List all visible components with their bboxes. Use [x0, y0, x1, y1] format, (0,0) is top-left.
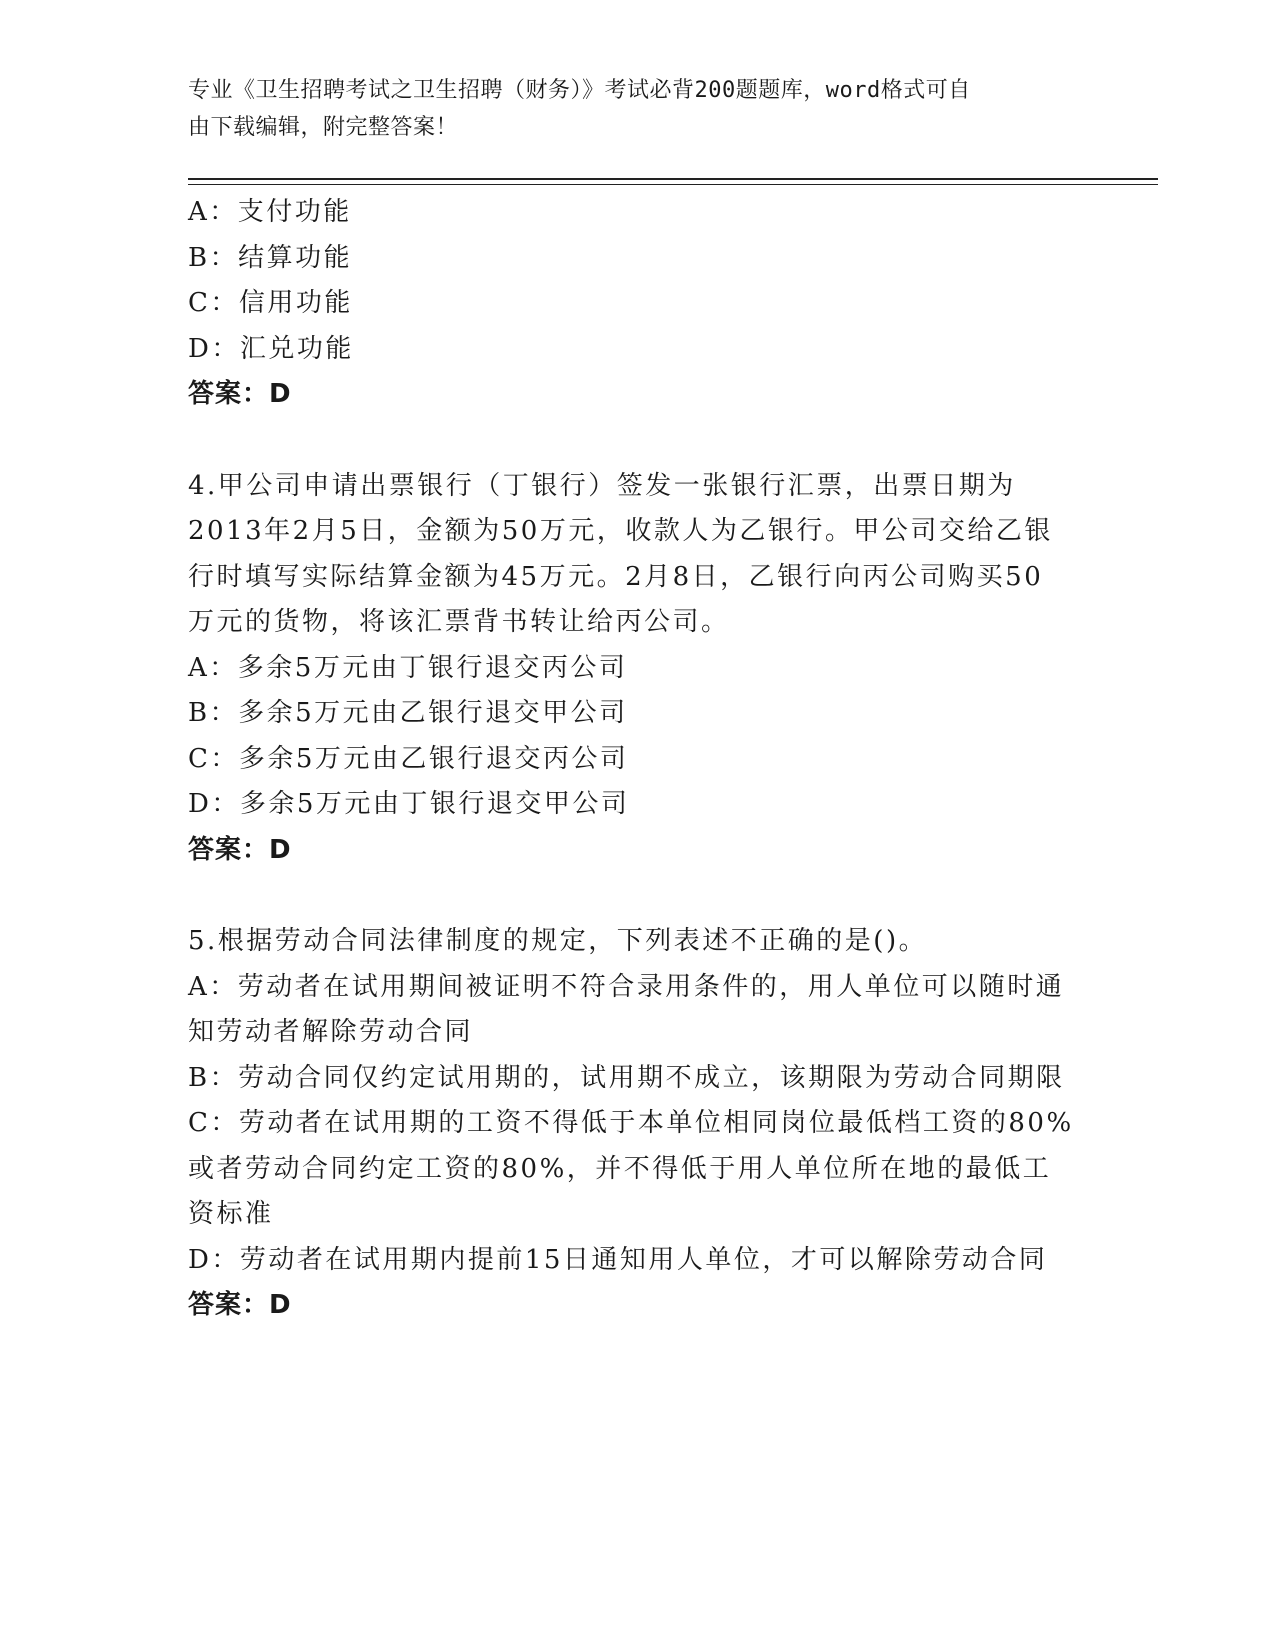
question-5-block	[188, 919, 1088, 1329]
header-divider-thick	[188, 178, 1158, 180]
answer-line: 答案：D	[188, 379, 292, 409]
option-a-line-2: 知劳动者解除劳动合同	[188, 1017, 474, 1047]
option-c-line-3: 资标准	[188, 1199, 274, 1229]
question-3-block	[188, 190, 1088, 418]
answer-line: 答案：D	[188, 1290, 292, 1320]
spacer	[188, 873, 1088, 919]
question-stem-line: 2013年2月5日，金额为50万元，收款人为乙银行。甲公司交给乙银	[188, 516, 1053, 546]
question-4-block	[188, 464, 1088, 874]
question-content	[188, 190, 1088, 1329]
header-divider-thin	[188, 184, 1158, 185]
option-b: B：结算功能	[188, 242, 353, 273]
option-c: C：多余5万元由乙银行退交丙公司	[188, 743, 629, 774]
option-a-line-1: A：劳动者在试用期间被证明不符合录用条件的，用人单位可以随时通	[188, 971, 1065, 1002]
question-stem: 5.根据劳动合同法律制度的规定，下列表述不正确的是()。	[188, 926, 928, 956]
question-stem-line: 行时填写实际结算金额为45万元。2月8日，乙银行向丙公司购买50	[188, 561, 1044, 592]
option-d: D：劳动者在试用期内提前15日通知用人单位，才可以解除劳动合同	[188, 1244, 1048, 1275]
question-stem-line: 万元的货物，将该汇票背书转让给丙公司。	[188, 607, 730, 637]
option-c: C：信用功能	[188, 288, 353, 318]
option-b: B：劳动合同仅约定试用期的，试用期不成立，该期限为劳动合同期限	[188, 1062, 1065, 1093]
option-a: A：多余5万元由丁银行退交丙公司	[188, 652, 628, 683]
header-line-1: 专业《卫生招聘考试之卫生招聘（财务）》考试必背200题题库，word格式可自	[188, 78, 971, 103]
spacer	[188, 418, 1088, 464]
option-d: D：汇兑功能	[188, 333, 354, 364]
option-b: B：多余5万元由乙银行退交甲公司	[188, 698, 628, 728]
question-stem-line: 4.甲公司申请出票银行（丁银行）签发一张银行汇票，出票日期为	[188, 470, 1016, 501]
option-d: D：多余5万元由丁银行退交甲公司	[188, 789, 630, 819]
document-header	[188, 72, 1068, 146]
answer-line: 答案：D	[188, 834, 292, 865]
header-line-2: 由下载编辑，附完整答案！	[188, 115, 459, 140]
option-c-line-2: 或者劳动合同约定工资的80%，并不得低于用人单位所在地的最低工	[188, 1153, 1052, 1184]
option-a: A：支付功能	[188, 197, 352, 227]
option-c-line-1: C：劳动者在试用期的工资不得低于本单位相同岗位最低档工资的80%	[188, 1108, 1074, 1138]
